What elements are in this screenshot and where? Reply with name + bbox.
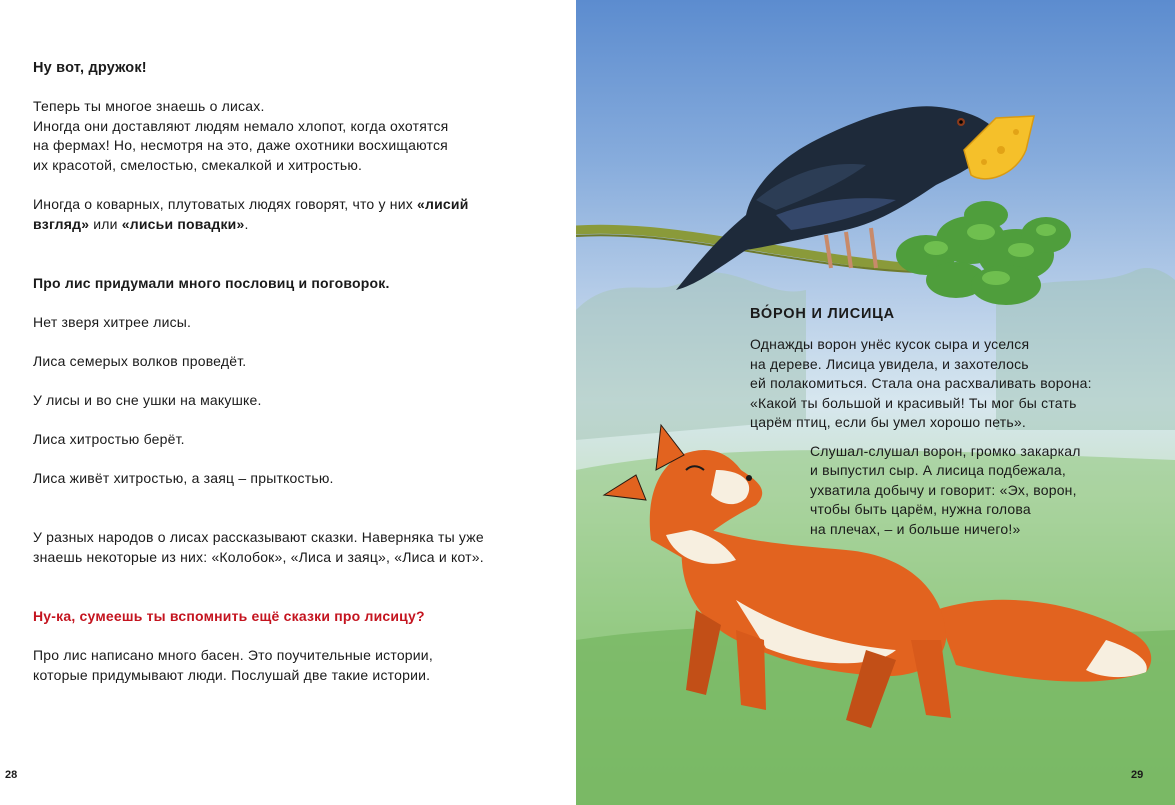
idiom-bold-1b: взгляд» xyxy=(33,216,90,232)
idiom-end: . xyxy=(244,216,249,232)
intro-line-4: их красотой, смелостью, смекалкой и хитростью. xyxy=(33,157,363,173)
story-line-3: ей полакомиться. Стала она расхваливать ворона: xyxy=(750,375,1092,391)
fables-line-2: которые придумывают люди. Послушай две такие истории. xyxy=(33,667,431,683)
proverb-5: Лиса живёт хитростью, а заяц – прыткостью. xyxy=(33,470,334,486)
left-heading: Ну вот, дружок! xyxy=(33,60,147,76)
left-page xyxy=(0,0,576,805)
idiom-line-2 xyxy=(33,215,249,235)
story-line-10: на плечах, – и больше ничего!» xyxy=(810,521,1021,537)
story-title: ВО́РОН И ЛИСИЦА xyxy=(750,306,895,322)
story-line-6: Слушал-слушал ворон, громко закаркал xyxy=(810,443,1081,459)
page-number-right: 29 xyxy=(1131,769,1144,781)
tales-line-1: У разных народов о лисах рассказывают сказки. Наверняка ты уже xyxy=(33,529,484,545)
page-number-left: 28 xyxy=(5,769,18,781)
story-line-1: Однажды ворон унёс кусок сыра и уселся xyxy=(750,336,1030,352)
story-line-5: царём птиц, если бы умел хорошо петь». xyxy=(750,414,1026,430)
story-line-9: чтобы быть царём, нужна голова xyxy=(810,501,1031,517)
intro-line-1: Теперь ты многое знаешь о лисах. xyxy=(33,98,265,114)
idiom-bold-2: «лисьи повадки» xyxy=(121,216,245,232)
intro-line-3: на фермах! Но, несмотря на это, даже охотники восхищаются xyxy=(33,137,448,153)
idiom-mid: или xyxy=(89,216,122,232)
proverb-4: Лиса хитростью берёт. xyxy=(33,431,185,447)
proverb-1: Нет зверя хитрее лисы. xyxy=(33,314,192,330)
idiom-line-1 xyxy=(33,195,469,215)
story-line-2: на дереве. Лисица увидела, и захотелось xyxy=(750,356,1029,372)
question-text: Ну-ка, сумеешь ты вспомнить ещё сказки про лисицу? xyxy=(33,608,425,624)
proverb-3: У лисы и во сне ушки на макушке. xyxy=(33,392,262,408)
fables-line-1: Про лис написано много басен. Это поучительные истории, xyxy=(33,647,433,663)
story-line-4: «Какой ты большой и красивый! Ты мог бы стать xyxy=(750,395,1077,411)
idiom-text-start: Иногда о коварных, плутоватых людях говорят, что у них xyxy=(33,196,418,212)
proverbs-heading: Про лис придумали много пословиц и поговорок. xyxy=(33,275,390,291)
story-line-8: ухватила добычу и говорит: «Эх, ворон, xyxy=(810,482,1077,498)
idiom-bold-1: «лисий xyxy=(417,196,469,212)
proverb-2: Лиса семерых волков проведёт. xyxy=(33,353,247,369)
right-page xyxy=(576,0,1175,805)
story-line-7: и выпустил сыр. А лисица подбежала, xyxy=(810,462,1066,478)
intro-line-2: Иногда они доставляют людям немало хлопот, когда охотятся xyxy=(33,118,449,134)
tales-line-2: знаешь некоторые из них: «Колобок», «Лиса и заяц», «Лиса и кот». xyxy=(33,549,484,565)
